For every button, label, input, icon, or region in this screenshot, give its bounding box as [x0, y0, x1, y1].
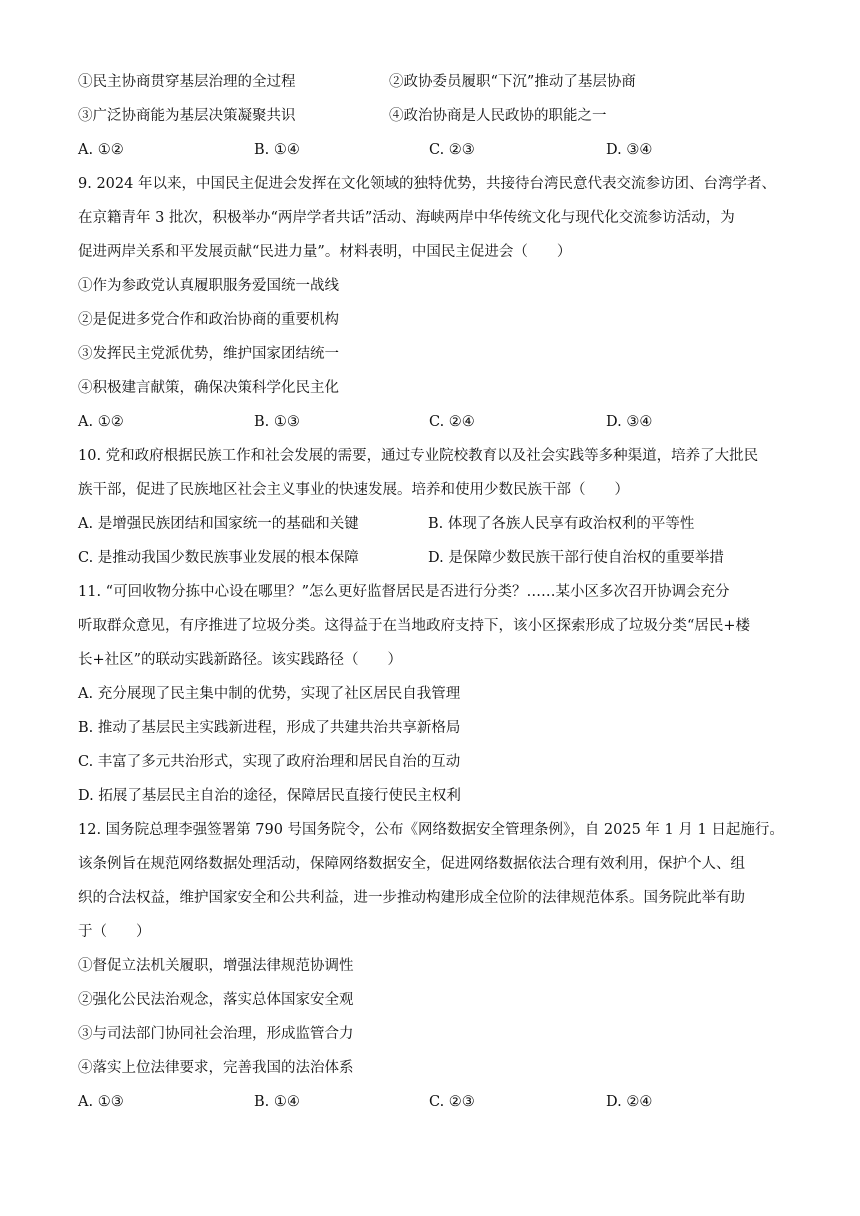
q12-statement-4: ④落实上位法律要求，完善我国的法治体系	[78, 1060, 354, 1076]
q12-statement-2: ②强化公民法治观念，落实总体国家安全观	[78, 992, 354, 1008]
q11-stem-line-1: 11. “可回收物分拣中心设在哪里？”怎么更好监督居民是否进行分类？……某小区多次召开协调会充分	[78, 584, 730, 600]
q8-statement-4: ④政治协商是人民政协的职能之一	[389, 108, 607, 124]
q10-stem-line-2: 族干部，促进了民族地区社会主义事业的快速发展。培养和使用少数民族干部（ ）	[78, 482, 629, 498]
q12-stem-line-1: 12. 国务院总理李强签署第 790 号国务院令，公布《网络数据安全管理条例》，自 2025 年 1 月 1 日起施行。	[78, 822, 784, 838]
q9-option-d: D. ③④	[606, 414, 653, 430]
q12-statement-3: ③与司法部门协同社会治理，形成监管合力	[78, 1026, 354, 1042]
q9-statement-3: ③发挥民主党派优势，维护国家团结统一	[78, 346, 339, 362]
q11-stem-line-2: 听取群众意见，有序推进了垃圾分类。这得益于在当地政府支持下，该小区探索形成了垃圾分类“居民+楼	[78, 618, 751, 634]
q12-stem-line-3: 织的合法权益，维护国家安全和公共利益，进一步推动构建形成全位阶的法律规范体系。国务院此举有助	[78, 890, 745, 906]
q8-statements-row-2	[78, 106, 798, 126]
q12-stem-line-4: 于（ ）	[78, 924, 151, 940]
q9-option-b: B. ①③	[254, 414, 300, 430]
q12-option-c: C. ②③	[429, 1094, 475, 1110]
q8-statements-row-1	[78, 72, 798, 92]
q10-options-row-2	[78, 548, 798, 568]
q9-stem-line-3: 促进两岸关系和平发展贡献“民进力量”。材料表明，中国民主促进会（ ）	[78, 244, 572, 260]
q9-option-c: C. ②④	[429, 414, 475, 430]
q10-option-b: B. 体现了各族人民享有政治权利的平等性	[428, 516, 695, 532]
q9-statement-1: ①作为参政党认真履职服务爱国统一战线	[78, 278, 339, 294]
q11-option-c: C. 丰富了多元共治形式，实现了政府治理和居民自治的互动	[78, 754, 461, 770]
q10-option-a: A. 是增强民族团结和国家统一的基础和关键	[78, 516, 359, 532]
q8-option-b: B. ①④	[254, 142, 300, 158]
q11-option-d: D. 拓展了基层民主自治的途径，保障居民直接行使民主权利	[78, 788, 461, 804]
q12-option-a: A. ①③	[78, 1094, 124, 1110]
q8-statement-1: ①民主协商贯穿基层治理的全过程	[78, 74, 296, 90]
q11-stem-line-3: 长+社区”的联动实践新路径。该实践路径（ ）	[78, 652, 403, 668]
q9-options	[78, 412, 798, 432]
q12-option-d: D. ②④	[606, 1094, 653, 1110]
q10-option-c: C. 是推动我国少数民族事业发展的根本保障	[78, 550, 359, 566]
q8-options	[78, 140, 798, 160]
q9-stem-line-1: 9. 2024 年以来，中国民主促进会发挥在文化领域的独特优势，共接待台湾民意代表交流参访团、台湾学者、	[78, 176, 776, 192]
q8-statement-2: ②政协委员履职“下沉”推动了基层协商	[389, 74, 636, 90]
q8-statement-3: ③广泛协商能为基层决策凝聚共识	[78, 108, 296, 124]
q9-option-a: A. ①②	[78, 414, 124, 430]
q10-stem-line-1: 10. 党和政府根据民族工作和社会发展的需要，通过专业院校教育以及社会实践等多种渠道，培养了大批民	[78, 448, 759, 464]
q12-stem-line-2: 该条例旨在规范网络数据处理活动，保障网络数据安全，促进网络数据依法合理有效利用，保护个人、组	[78, 856, 745, 872]
q11-option-b: B. 推动了基层民主实践新进程，形成了共建共治共享新格局	[78, 720, 461, 736]
q10-options-row-1	[78, 514, 798, 534]
q9-stem-line-2: 在京籍青年 3 批次，积极举办“两岸学者共话”活动、海峡两岸中华传统文化与现代化交流参访活动，为	[78, 210, 735, 226]
q8-option-c: C. ②③	[429, 142, 475, 158]
q12-option-b: B. ①④	[254, 1094, 300, 1110]
q12-options	[78, 1092, 798, 1112]
q9-statement-2: ②是促进多党合作和政治协商的重要机构	[78, 312, 339, 328]
q8-option-d: D. ③④	[606, 142, 653, 158]
q8-option-a: A. ①②	[78, 142, 124, 158]
q10-option-d: D. 是保障少数民族干部行使自治权的重要举措	[428, 550, 724, 566]
q12-statement-1: ①督促立法机关履职，增强法律规范协调性	[78, 958, 354, 974]
q11-option-a: A. 充分展现了民主集中制的优势，实现了社区居民自我管理	[78, 686, 461, 702]
q9-statement-4: ④积极建言献策，确保决策科学化民主化	[78, 380, 339, 396]
